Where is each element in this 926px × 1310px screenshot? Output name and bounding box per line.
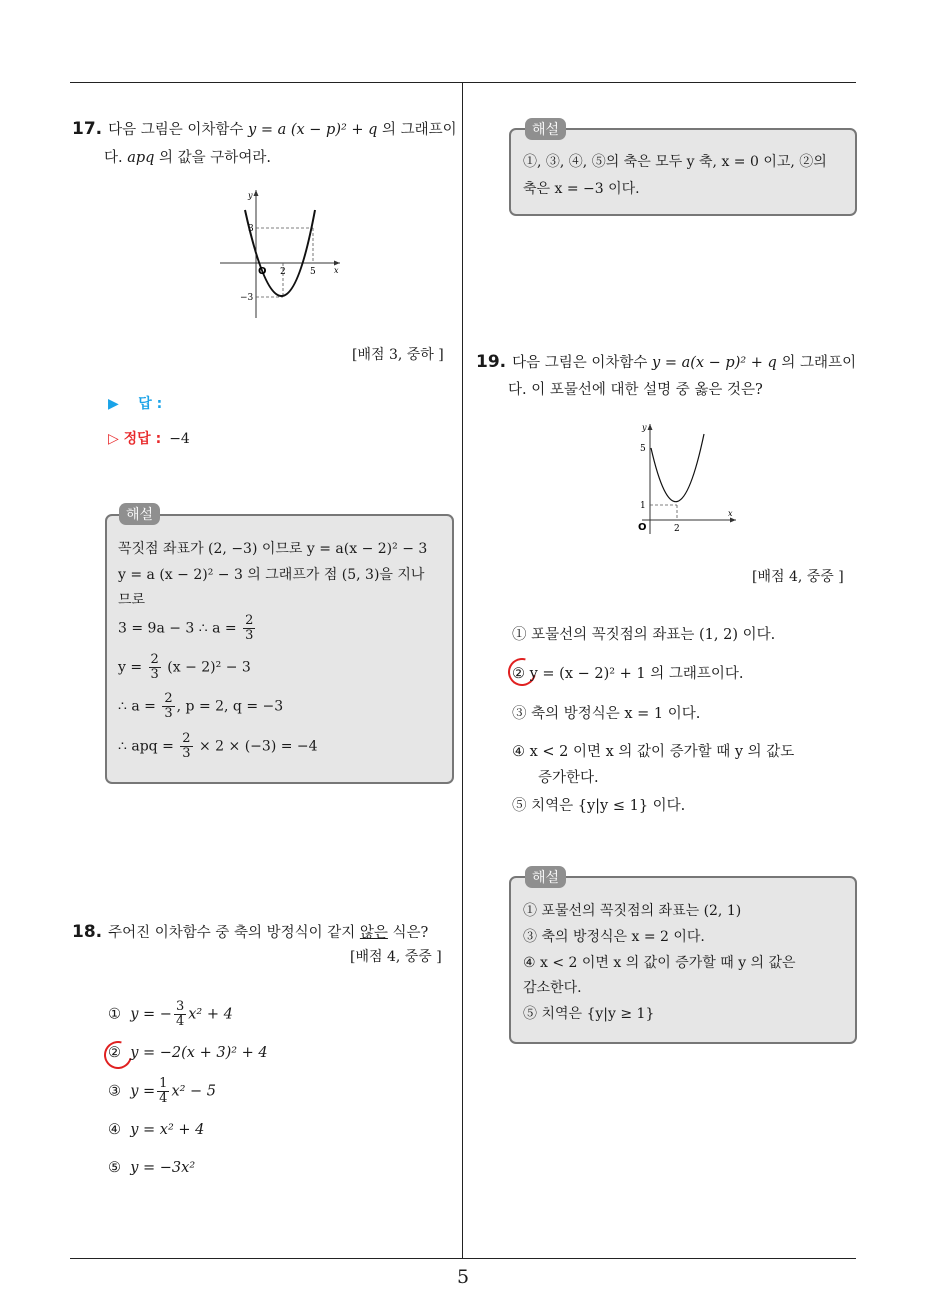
q17-explain-line: 므로	[118, 592, 146, 608]
q19-score: [배점 4, 중중 ]	[752, 569, 844, 585]
q18-choice-4[interactable]	[108, 1122, 204, 1138]
q19-number: 19.	[476, 352, 507, 372]
q17-text-tail: 의 그래프이	[377, 122, 457, 138]
fraction: $\frac{3}{4}$	[175, 999, 185, 1029]
choice-equation: y = −	[130, 1006, 172, 1023]
q19-tick-2: 2	[674, 524, 680, 534]
q17-correct-line	[108, 428, 190, 448]
q18-score: [배점 4, 중중 ]	[350, 949, 442, 965]
fraction: $\frac{2}{3}$	[245, 613, 254, 643]
q19-explain-box	[509, 870, 857, 1044]
q18-number: 18.	[72, 922, 103, 942]
q17-x-label: x	[334, 266, 339, 275]
q19-choice-3[interactable]: ③ 축의 방정식은 x = 1 이다.	[512, 706, 701, 722]
q17-line2	[104, 144, 271, 173]
q17-tick-m3: −3	[240, 293, 254, 303]
q17-origin: O	[258, 266, 267, 277]
q18-choice-2[interactable]	[108, 1045, 268, 1061]
choice-equation: y = −3x²	[130, 1160, 196, 1176]
q19-origin: O	[638, 522, 647, 533]
q19-text-tail: 의 그래프이	[776, 355, 857, 371]
q17-explain-text: ∴ a =	[118, 698, 156, 715]
q17-explain-line: y = a (x − 2)² − 3 의 그래프가 점 (5, 3)을 지나	[118, 567, 425, 583]
q17-score: [배점 3, 중하 ]	[352, 347, 444, 363]
choice-marker: ①	[108, 1006, 121, 1023]
play-triangle-icon: ▶	[108, 396, 119, 412]
choice-equation-tail: x² − 5	[171, 1083, 217, 1100]
q17-answer-line	[108, 393, 162, 413]
q17-tick-2: 2	[280, 267, 286, 277]
q17-number: 17.	[72, 119, 103, 139]
q17-explain-text: 3 = 9a − 3 ∴ a =	[118, 620, 237, 637]
choice-marker: ⑤	[108, 1160, 121, 1176]
q17-text2-tail: 의 값을 구하여라.	[154, 150, 271, 166]
q19-line2: 다. 이 포물선에 대한 설명 중 옳은 것은?	[508, 382, 763, 398]
q19-text: 다음 그림은 이차함수	[512, 355, 653, 371]
q18-underlined-word: 않은	[359, 925, 388, 941]
fraction: $\frac{1}{4}$	[159, 1076, 168, 1106]
q17-y-label: y	[248, 191, 253, 200]
q19-line1	[476, 348, 856, 378]
q17-correct-value: −4	[169, 431, 190, 447]
q17-tick-3: 3	[248, 224, 254, 234]
q17-explain-text: × 2 × (−3) = −4	[199, 738, 318, 755]
q17-tick-5: 5	[310, 267, 316, 277]
q17-explain-line-apq-values	[118, 692, 283, 721]
q18-choice-3[interactable]	[108, 1077, 216, 1106]
q17-text2: 다.	[104, 150, 128, 166]
q18-choice-5[interactable]	[108, 1160, 195, 1176]
q17-explain-line-y	[118, 653, 251, 682]
q19-choice-5[interactable]: ⑤ 치역은 {y|y ≤ 1} 이다.	[512, 798, 686, 814]
choice-equation-tail: x² + 4	[188, 1006, 233, 1023]
choice-marker: ②	[108, 1045, 121, 1061]
q19-explain-line: ⑤ 치역은 {y|y ≥ 1}	[523, 1006, 655, 1022]
q17-graph	[212, 186, 352, 322]
q19-equation: y = a(x − p)² + q	[652, 355, 777, 371]
q19-explain-line: ④ x < 2 이면 x 의 값이 증가할 때 y 의 값은	[523, 955, 796, 971]
choice-marker: ④	[108, 1122, 121, 1138]
q19-choice-2[interactable]: ② y = (x − 2)² + 1 의 그래프이다.	[512, 666, 744, 682]
fraction: $\frac{2}{3}$	[182, 731, 191, 761]
q17-answer-label: 답 :	[138, 396, 163, 412]
q19-explain-line: ① 포물선의 꼭짓점의 좌표는 (2, 1)	[523, 903, 742, 919]
q19-y-label: y	[642, 423, 647, 432]
choice-equation: y = −2(x + 3)² + 4	[130, 1045, 268, 1061]
q17-explain-line-result	[118, 732, 318, 761]
q17-line1	[72, 115, 457, 145]
q18-explain-box	[509, 122, 857, 216]
choice-equation: y = x² + 4	[130, 1122, 205, 1138]
q18-explain-tag: 해설	[525, 118, 566, 140]
q19-explain-tag: 해설	[525, 866, 566, 888]
q18-line1	[72, 918, 428, 948]
q18-choice-1[interactable]	[108, 1000, 233, 1029]
q18-explain-line: 축은 x = −3 이다.	[523, 181, 640, 197]
q19-choice-4[interactable]: ④ x < 2 이면 x 의 값이 증가할 때 y 의 값도	[512, 744, 795, 760]
q19-choice-1[interactable]: ① 포물선의 꼭짓점의 좌표는 (1, 2) 이다.	[512, 627, 776, 643]
q18-text-tail: 식은?	[387, 925, 429, 941]
fraction: $\frac{2}{3}$	[164, 691, 173, 721]
q19-explain-line: 감소한다.	[523, 980, 582, 996]
q19-explain-line: ③ 축의 방정식은 x = 2 이다.	[523, 929, 705, 945]
q19-tick-1: 1	[640, 501, 646, 511]
q17-correct-label: 정답 :	[123, 431, 162, 447]
q17-explain-line-a	[118, 614, 257, 643]
q17-explain-text: , p = 2, q = −3	[176, 698, 284, 715]
column-divider	[462, 83, 463, 1258]
q17-explain-box	[105, 507, 454, 784]
q17-apq: apq	[127, 150, 155, 166]
outline-triangle-icon: ▷	[108, 431, 119, 447]
page-number: 5	[456, 1266, 470, 1288]
footer-rule	[70, 1258, 856, 1259]
choice-marker: ③	[108, 1083, 121, 1100]
q17-equation: y = a (x − p)² + q	[248, 122, 378, 138]
q18-explain-line: ①, ③, ④, ⑤의 축은 모두 y 축, x = 0 이고, ②의	[523, 154, 827, 170]
q17-explain-text: (x − 2)² − 3	[167, 659, 251, 676]
q17-explain-line: 꼭짓점 좌표가 (2, −3) 이므로 y = a(x − 2)² − 3	[118, 541, 428, 557]
q17-explain-tag: 해설	[119, 503, 160, 525]
q17-explain-text: y =	[118, 659, 143, 676]
q19-graph	[628, 418, 744, 538]
q19-tick-5: 5	[640, 444, 646, 454]
q18-text: 주어진 이차함수 중 축의 방정식이 같지	[108, 925, 360, 941]
q19-parabola	[651, 434, 704, 502]
q17-explain-text: ∴ apq =	[118, 738, 174, 755]
choice-equation: y =	[130, 1083, 156, 1100]
q19-x-label: x	[728, 509, 733, 518]
q19-choice-4-cont: 증가한다.	[538, 770, 599, 786]
q17-text: 다음 그림은 이차함수	[108, 122, 249, 138]
fraction: $\frac{2}{3}$	[150, 652, 159, 682]
header-rule	[70, 82, 856, 83]
